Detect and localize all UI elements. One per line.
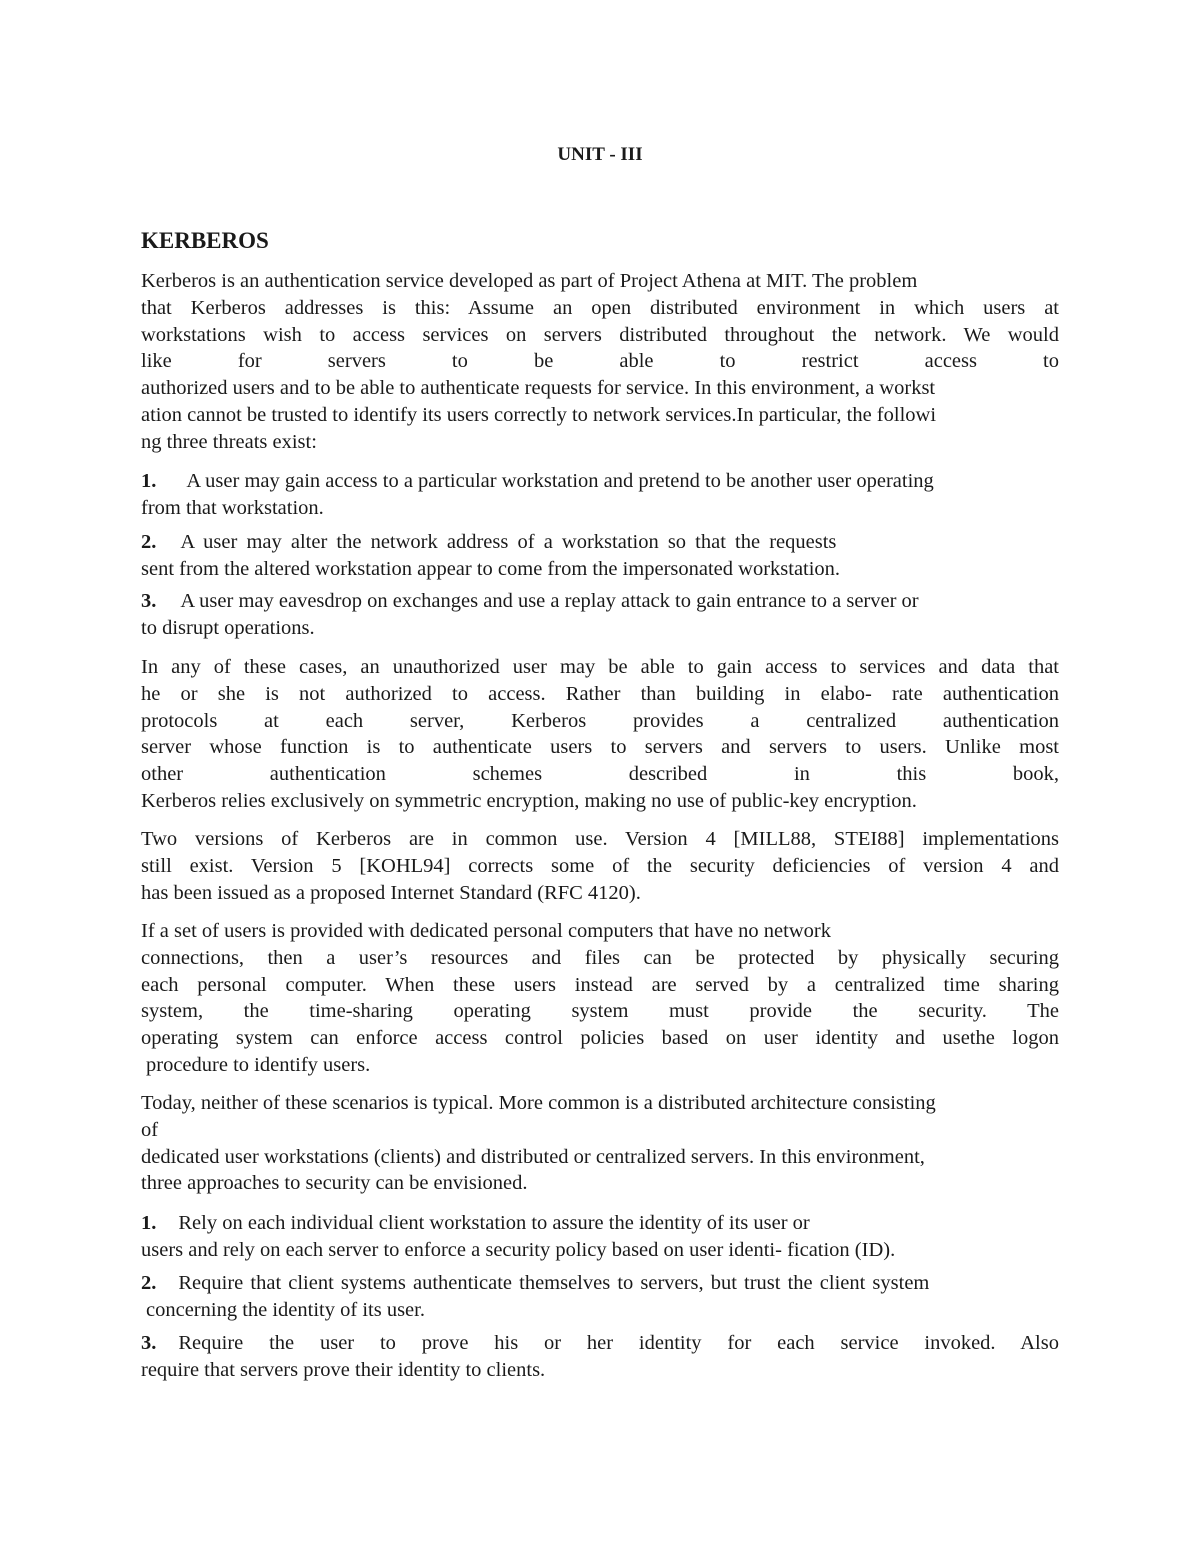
text-line: ng three threats exist:: [141, 430, 317, 453]
list-text: concerning the identity of its user.: [146, 1298, 425, 1321]
text-line: Kerberos relies exclusively on symmetric encryption, making no use of public-key encryption.: [141, 789, 917, 812]
text-line: other authentication schemes described in this book,: [141, 763, 1059, 786]
text-line: operating system can enforce access control policies based on user identity and usethe logon: [141, 1027, 1059, 1050]
text-line: Today, neither of these scenarios is typical. More common is a distributed architecture consisting: [141, 1092, 936, 1114]
approach-item: [141, 1210, 1059, 1264]
text-line: procedure to identify users.: [146, 1053, 371, 1076]
list-number: 1.: [141, 470, 157, 492]
text-line: that Kerberos addresses is this: Assume an open distributed environment in which users at: [141, 296, 1059, 319]
list-text: Require the user to prove his or her identity for each service invoked. Also: [178, 1332, 1059, 1354]
text-line: If a set of users is provided with dedicated personal computers that have no network: [141, 920, 831, 942]
text-line: authorized users and to be able to authenticate requests for service. In this environment, a workst: [141, 377, 936, 400]
text-line: three approaches to security can be envisioned.: [141, 1172, 528, 1195]
personal-computers-paragraph: [141, 918, 1059, 1079]
threat-item: [141, 588, 1059, 642]
list-number: 3.: [141, 1332, 157, 1354]
list-number: 2.: [141, 531, 157, 553]
list-text: A user may eavesdrop on exchanges and use a replay attack to gain entrance to a server or: [180, 590, 919, 612]
section-heading: KERBEROS: [141, 228, 269, 253]
list-text: Require that client systems authenticate themselves to servers, but trust the client system: [178, 1272, 930, 1294]
list-number: 2.: [141, 1272, 157, 1294]
list-text: Rely on each individual client workstation to assure the identity of its user or: [178, 1212, 810, 1234]
list-text: from that workstation.: [141, 496, 324, 519]
list-text: to disrupt operations.: [141, 616, 315, 639]
unit-title: UNIT - III: [557, 144, 643, 165]
text-line: ation cannot be trusted to identify its users correctly to network services.In particular, the followi: [141, 403, 937, 426]
text-line: he or she is not authorized to access. Rather than building in elabo- rate authentication: [141, 682, 1059, 705]
text-line: has been issued as a proposed Internet Standard (RFC 4120).: [141, 881, 641, 904]
approach-item: [141, 1270, 1059, 1324]
text-line: protocols at each server, Kerberos provides a centralized authentication: [141, 709, 1059, 732]
approach-item: [141, 1330, 1059, 1384]
text-line: In any of these cases, an unauthorized user may be able to gain access to services and data that: [141, 656, 1059, 678]
text-line: still exist. Version 5 [KOHL94] corrects some of the security deficiencies of version 4 and: [141, 854, 1059, 877]
text-line: workstations wish to access services on servers distributed throughout the network. We would: [141, 323, 1059, 346]
today-paragraph: [141, 1090, 1059, 1197]
list-text: users and rely on each server to enforce a security policy based on user identi- fication (ID).: [141, 1238, 896, 1261]
intro-paragraph: [141, 268, 1059, 456]
text-line: server whose function is to authenticate users to servers and servers to users. Unlike most: [141, 736, 1059, 759]
text-line: Two versions of Kerberos are in common use. Version 4 [MILL88, STEI88] implementations: [141, 828, 1059, 850]
list-text: A user may alter the network address of a workstation so that the requests: [180, 531, 837, 553]
text-line: system, the time-sharing operating system must provide the security. The: [141, 1000, 1059, 1023]
text-line: like for servers to be able to restrict access to: [141, 350, 1059, 373]
list-text: A user may gain access to a particular workstation and pretend to be another user operating: [186, 470, 934, 492]
text-line: dedicated user workstations (clients) and distributed or centralized servers. In this environment,: [141, 1145, 925, 1168]
threat-item: [141, 529, 1059, 583]
text-line: Kerberos is an authentication service developed as part of Project Athena at MIT. The problem: [141, 270, 918, 292]
text-line: each personal computer. When these users instead are served by a centralized time sharing: [141, 973, 1059, 996]
text-line: connections, then a user’s resources and files can be protected by physically securing: [141, 946, 1059, 969]
threat-item: [141, 468, 1059, 522]
list-text: sent from the altered workstation appear to come from the impersonated workstation.: [141, 557, 841, 580]
list-number: 1.: [141, 1212, 157, 1234]
list-text: require that servers prove their identity to clients.: [141, 1358, 546, 1381]
list-number: 3.: [141, 590, 157, 612]
cases-paragraph: [141, 654, 1059, 815]
versions-paragraph: [141, 826, 1059, 906]
text-line: of: [141, 1118, 159, 1141]
